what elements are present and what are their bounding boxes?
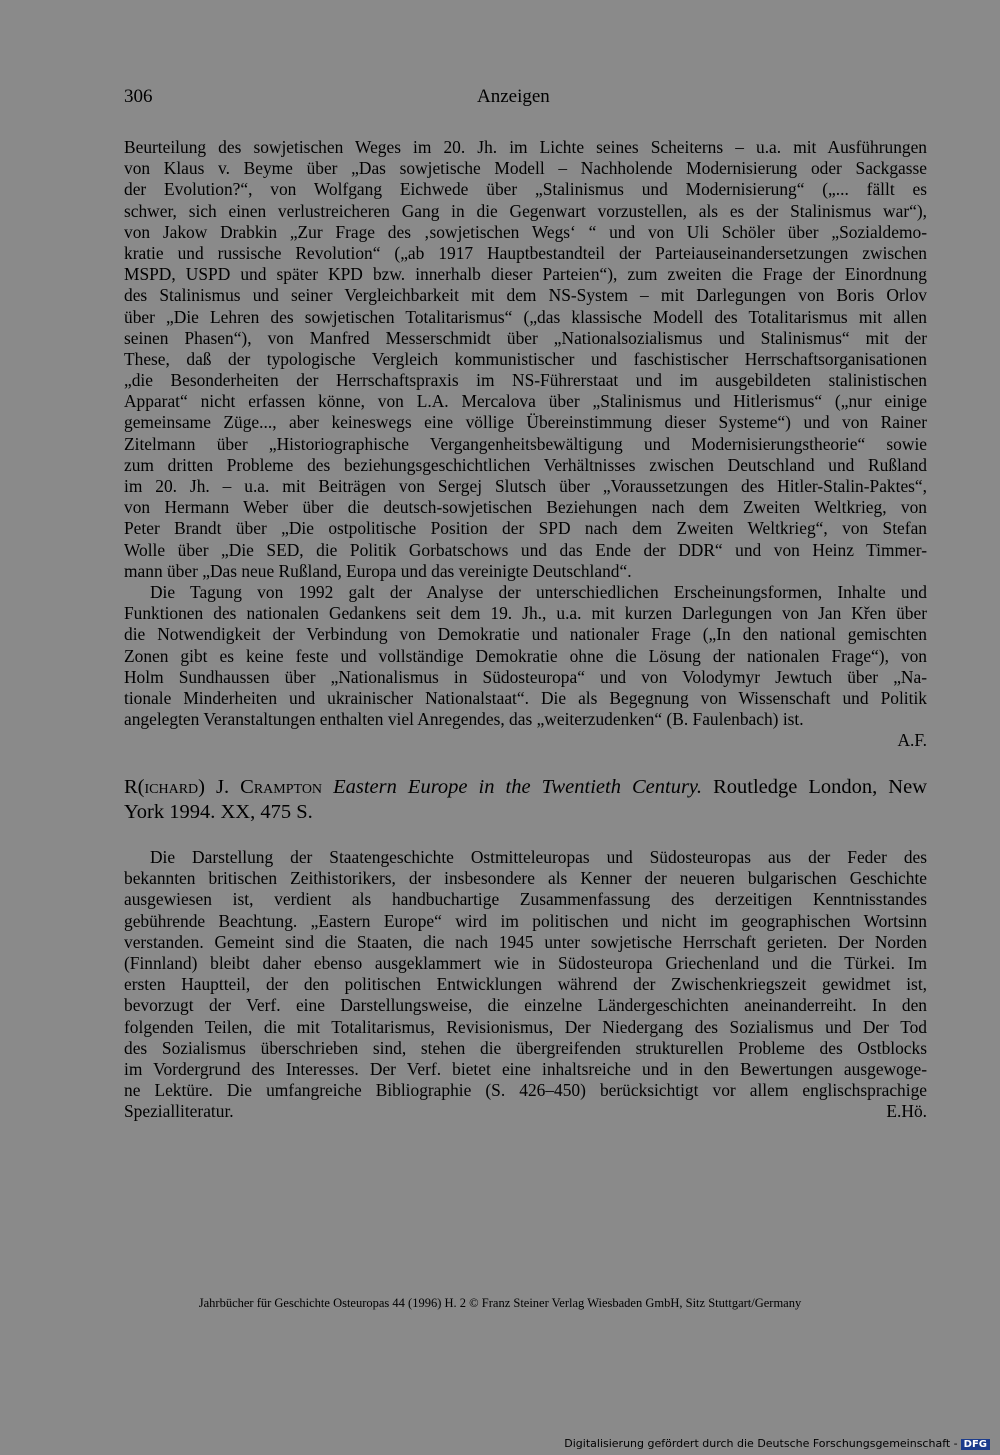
running-head: Anzeigen [477, 86, 550, 107]
text-line: ausgewiesen ist, verdient als handbuchartige Zusammenfassung des derzeitigen Kenntnisstandes [124, 889, 927, 910]
dfg-note [564, 1437, 990, 1450]
text-line: die Notwendigkeit der Verbindung von Demokratie und nationaler Frage („In den national gemischten [124, 624, 927, 645]
text-line: „die Besonderheiten der Herrschaftspraxis im NS-Führerstaat und im ausgebildeten stalinistischen [124, 370, 927, 391]
text-line: Die Tagung von 1992 galt der Analyse der unterschiedlichen Erscheinungsformen, Inhalte und [150, 581, 927, 602]
page-number: 306 [124, 86, 153, 107]
review-author: R(ichard) J. Crampton [124, 776, 323, 798]
review-2-body [124, 847, 927, 1122]
review-signature: A.F. [897, 730, 927, 751]
text-line: (Finnland) bleibt daher ebenso ausgeklammert wie in Südosteuropa Griechenland und die Türkei. Im [124, 952, 927, 973]
review-publisher: Routledge London, New [713, 776, 927, 798]
text-line: Holm Sundhaussen über „Nationalismus in Südosteuropa“ und von Volodymyr Jewtuch über „Na- [124, 666, 927, 687]
text-line: bekannten britischen Zeithistorikers, der insbesondere als Kenner der neueren bulgarischen Geschichte [124, 868, 927, 889]
dfg-note-text: Digitalisierung gefördert durch die Deutsche Forschungsgemeinschaft - [564, 1437, 958, 1450]
text-line: tionale Minderheiten und ukrainischer Nationalstaat“. Die als Begegnung von Wissenschaft und Politik [124, 687, 927, 708]
text-line: angelegten Veranstaltungen enthalten viel Anregendes, das „weiterzudenken“ (B. Faulenbach) ist. [124, 709, 804, 730]
review-book-title: Eastern Europe in the Twentieth Century. [333, 776, 703, 798]
text-line: Peter Brandt über „Die ostpolitische Position der SPD nach dem Zweiten Weltkrieg“, von Stefan [124, 518, 927, 539]
text-line: von Hermann Weber über die deutsch-sowjetischen Beziehungen nach dem Zweiten Weltkrieg, von [124, 497, 927, 518]
text-line: Die Darstellung der Staatengeschichte Ostmitteleuropas und Südosteuropas aus der Feder des [150, 847, 927, 867]
review-2-heading [124, 775, 927, 825]
text-line: Beurteilung des sowjetischen Weges im 20. Jh. im Lichte seines Scheiterns – u.a. mit Ausführungen [124, 137, 927, 157]
text-line: MSPD, USPD und später KPD bzw. innerhalb dieser Parteien“), zum zweiten die Frage der Einordnung [124, 264, 927, 285]
text-line: These, daß der typologische Vergleich kommunistischer und faschistischer Herrschaftsorganisationen [124, 348, 927, 369]
text-line: des Stalinismus und seiner Vergleichbarkeit mit dem NS-System – mit Darlegungen von Boris Orlov [124, 285, 927, 306]
heading-line-2: York 1994. XX, 475 S. [124, 801, 313, 823]
text-line: schwer, sich einen verlustreicheren Gang in die Gegenwart vorzustellen, als es der Stalinismus war“), [124, 200, 927, 221]
dfg-logo: DFG [961, 1439, 990, 1450]
text-line: gemeinsame Züge..., aber keineswegs eine völlige Übereinstimmung dieser Systeme“) und von Rainer [124, 412, 927, 433]
text-line: folgenden Teilen, die mit Totalitarismus, Revisionismus, Der Niedergang des Sozialismus und Der Tod [124, 1016, 927, 1037]
text-line: mann über „Das neue Rußland, Europa und das vereinigte Deutschland“. [124, 560, 632, 581]
text-line: von Klaus v. Beyme über „Das sowjetische Modell – Nachholende Modernisierung oder Sackgasse [124, 158, 927, 179]
text-line: Wolle über „Die SED, die Politik Gorbatschows und das Ende der DDR“ und von Heinz Timmer- [124, 539, 927, 560]
text-line: von Jakow Drabkin „Zur Frage des ‚sowjetischen Wegs‘ “ und von Uli Schöler über „Sozialdemo- [124, 221, 927, 242]
heading-line-1 [124, 775, 927, 800]
journal-footer: Jahrbücher für Geschichte Osteuropas 44 (1996) H. 2 © Franz Steiner Verlag Wiesbaden GmbH, Sitz Stuttgart/Germany [198, 1296, 802, 1310]
text-line: Apparat“ nicht erfassen könne, von L.A. Mercalova über „Stalinismus und Hitlerismus“ („nur einige [124, 391, 927, 412]
text-line: im Vordergrund des Interesses. Der Verf. bietet eine inhaltsreiche und in den Bewertungen ausgewoge- [124, 1058, 927, 1079]
text-line: Funktionen des nationalen Gedankens seit dem 19. Jh., u.a. mit kurzen Darlegungen von Jan Křen über [124, 603, 927, 624]
text-line: zum dritten Probleme des beziehungsgeschichtlichen Verhältnisses zwischen Deutschland und Rußland [124, 454, 927, 475]
text-line: der Evolution?“, von Wolfgang Eichwede über „Stalinismus und Modernisierung“ („... fällt es [124, 179, 927, 200]
text-line: ersten Hauptteil, der den politischen Entwicklungen während der Zwischenkriegszeit gewidmet ist, [124, 974, 927, 995]
review-1-body [124, 137, 927, 751]
text-line: Zonen gibt es keine feste und vollständige Demokratie ohne die Lösung der nationalen Frage“), von [124, 645, 927, 666]
text-line: seinen Phasen“), von Manfred Messerschmidt über „Nationalsozialismus und Stalinismus“ mit der [124, 327, 927, 348]
text-line: über „Die Lehren des sowjetischen Totalitarismus“ („das klassische Modell des Totalitarismus mit allen [124, 306, 927, 327]
text-line: im 20. Jh. – u.a. mit Beiträgen von Sergej Slutsch über „Voraussetzungen des Hitler-Stalin-Paktes“, [124, 476, 927, 496]
text-line: des Sozialismus überschrieben sind, stehen die übergreifenden strukturellen Probleme des Ostblocks [124, 1037, 927, 1058]
text-line: gebührende Beachtung. „Eastern Europe“ wird im politischen und nicht im geographischen Wortsinn [124, 910, 927, 931]
review-signature: E.Hö. [886, 1101, 927, 1122]
text-line: Zitelmann über „Historiographische Vergangenheitsbewältigung und Modernisierungstheorie“ sowie [124, 433, 927, 454]
text-line: bevorzugt der Verf. eine Darstellungsweise, die einzelne Ländergeschichten aneinanderreiht. In den [124, 995, 927, 1016]
text-line: Spezialliteratur. [124, 1101, 234, 1122]
text-line: kratie und russische Revolution“ („ab 1917 Hauptbestandteil der Parteiauseinandersetzungen zwischen [124, 242, 927, 263]
text-line: ne Lektüre. Die umfangreiche Bibliographie (S. 426–450) berücksichtigt vor allem englischsprachige [124, 1080, 927, 1101]
text-line: verstanden. Gemeint sind die Staaten, die nach 1945 unter sowjetische Herrschaft gerieten. Der Norden [124, 931, 927, 952]
